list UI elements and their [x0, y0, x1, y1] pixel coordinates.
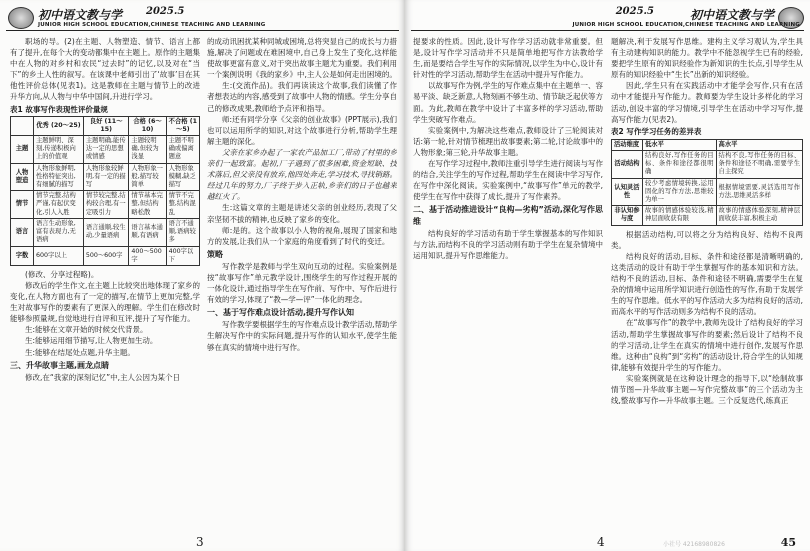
row-label: 人物塑造	[11, 163, 34, 191]
paragraph: 题解决,利于发展写作思维。建构主义学习观认为,学生具有主动建构知识的能力。教学中不能忽视学生已有的经验,要把学生原有的知识经验作为新知识的生长点,引导学生从原有的知识经验中“生长”出新的知识经验。	[611, 37, 803, 80]
table-cell: 500～600字	[83, 246, 129, 265]
paragraph: 结构良好的学习活动有助于学生掌握基本的写作知识与方法,而结构不良的学习活动则有助于学生在复杂情境中运用知识,提升写作思维能力。	[413, 228, 603, 260]
paragraph: 师:是的。这个故事以小人物的视角,展现了国家和地方的发展,让我们从一个家庭的角度看到了时代的变迁。	[207, 225, 397, 246]
table-cell: 人物形象较鲜明,有一定的描写	[83, 163, 129, 191]
table-cell: 情节不完整,结构混乱	[166, 191, 199, 219]
paragraph: 在写作学习过程中,教师注重引导学生进行阅读与写作的结合,关注学生的写作过程,帮助学生在阅读中学习写作,在写作中深化阅读。实验案例中,“故事写作”单元的教学,使学生在写作中获得了成长,提升了写作素养。	[413, 159, 603, 202]
watermark: 小社号 42168980826	[663, 541, 725, 548]
magazine-title: 初中语文教与学	[38, 8, 123, 22]
left-column-1	[10, 36, 200, 533]
row-label: 活动结构	[612, 151, 643, 179]
paragraph: 修改,在“我家的深刻记忆”中,主人公因为某个日	[25, 372, 181, 382]
table-row	[612, 206, 803, 225]
magazine-subtitle: JUNIOR HIGH SCHOOL EDUCATION,CHINESE TEACHING AND LEARNING	[572, 22, 800, 28]
paragraph: (修改、分享过程略)。	[25, 269, 99, 279]
paragraph: 生:能够在文章开始的时候交代背景。	[25, 325, 148, 335]
table-row	[11, 163, 200, 191]
table-row	[11, 246, 200, 265]
table2-caption: 表2 写作学习任务的差异表	[611, 126, 702, 136]
paragraph: 提要求的性质。因此,设计写作学习活动就非常重要。但是,设计写作学习活动并不只是简单地把写作方法教给学生,而是要结合学生写作的实际情况,以学生为中心,设计有针对性的学习活动,帮助学生在活动中提升写作能力。	[413, 37, 603, 80]
table-cell: 400字以下	[166, 246, 199, 265]
paragraph: 写作教学是教师与学生双向互动的过程。实验案例是按“故事写作”单元教学设计,围绕学生的写作过程开展的一体化设计,通过指导学生在写作前、写作中、写作后进行有效的学习,体现了“教—学—评”一体化的理念。	[207, 261, 397, 305]
paragraph: 根据活动结构,可以将之分为结构良好、结构不良两类。	[611, 229, 803, 250]
paragraph: 生:能够在结尾处点题,升华主题。	[25, 347, 135, 357]
table-row	[612, 151, 803, 179]
paragraph: 在“故事写作”的教学中,教师先设计了结构良好的学习活动,帮助学生掌握故事写作的要素;然后设计了结构不良的学习活动,让学生在真实的情境中进行创作,发展写作思维。这种由“良构”到“劣构”的活动设计,符合学生的认知规律,能够有效提升学生的写作能力。	[611, 318, 803, 372]
table-cell: 情节基本完整,但结构略松散	[129, 191, 166, 219]
table-cell: 400～500字	[129, 246, 166, 265]
paragraph: 生:这篇文章的主题是讲述父亲的创业经历,表现了父亲坚韧不拔的精神,也反映了家乡的变化。	[207, 203, 397, 224]
table-header: 低水平	[643, 139, 717, 150]
table-row	[11, 191, 200, 219]
table-cell: 较少考虑情境转换,运用固化的写作方法,思维较为单一	[643, 178, 717, 206]
table-cell: 人物形象一般,描写较简单	[129, 163, 166, 191]
table-cell: 语言基本通顺,有语病	[129, 218, 166, 246]
left-column-2	[207, 36, 397, 533]
magazine-title: 初中语文教与学	[689, 8, 774, 22]
page-number: 3	[196, 535, 204, 549]
section-heading: 一、基于写作难点设计活动,提升写作认知	[207, 308, 355, 318]
table-cell: 语言生动形象,富有表现力,无语病	[34, 218, 84, 246]
table-cell: 人物形象模糊,缺乏描写	[166, 163, 199, 191]
paragraph: 以故事写作为例,学生的写作难点集中在主题单一、容易平淡、缺乏新意,人物刻画不够生动、情节缺乏起伏等方面。为此,教师在教学中设计了丰富多样的学习活动,帮助学生突破写作难点。	[413, 81, 603, 124]
table-cell: 故事的情感体验深刻,精神层面收获丰富,积极主动	[716, 206, 802, 225]
paragraph: 实验案例就是在这种设计理念的指导下,以“绘制故事情节图—升华故事主题—写作完整故事”的三个活动为主线,整故事写作—升华故事主题。三个反复迭代,练真正	[611, 373, 803, 406]
header-rule	[6, 30, 399, 31]
paragraph: 因此,学生只有在实践活动中才能学会写作,只有在活动中才能提升写作能力。教师要为学生设计多样化的学习活动,创设丰富的学习情境,引导学生在活动中学习写作,提高写作能力(见表2)。	[611, 81, 803, 124]
table-header: 良好 (11～15)	[83, 116, 129, 135]
table-cell: 情节较完整,结构较合理,有一定吸引力	[83, 191, 129, 219]
table-cell: 主题较明确,但较为浅显	[129, 136, 166, 164]
table-header: 高水平	[716, 139, 802, 150]
paragraph: 实验案例中,为解决这些难点,教师设计了三轮阅读对话:第一轮,针对情节梳理出故事要素;第二轮,讨论故事中的人物形象;第三轮,升华故事主题。	[413, 125, 603, 157]
table-cell: 主题鲜明、深刻,传递积极向上的价值观	[34, 136, 84, 164]
magazine-subtitle: JUNIOR HIGH SCHOOL EDUCATION,CHINESE TEACHING AND LEARNING	[38, 22, 266, 28]
paragraph: 职场的导。(2)在主题、人物塑造、情节、语言上都有了提升,在每个大的变动都集中在主题上。原作的主题集中在人物的对乡村和农民“过去时”的记忆,以及对在“当下”的乡土人性的叙写。在该课中老师引出了‘故事’目在其他性评价总体(见表1)。这是教师在主题与情节上的改进升华方向,从人物与中华中国间,升进行学习。	[10, 37, 200, 102]
table-header: 合格 (6～10)	[129, 116, 166, 135]
paragraph: 师:还有同学分享《父亲的创业故事》(PPT展示),我们也可以运用所学的知识,对这个故事进行分析,帮助学生理解主题的深化。	[207, 114, 397, 146]
task-difference-table	[611, 139, 803, 226]
paragraph: 生:能够运用细节描写,让人物更加生动。	[25, 336, 158, 346]
table-cell: 语言不通顺,语病较多	[166, 218, 199, 246]
table-row	[11, 136, 200, 164]
paragraph: 结构良好的活动,目标、条件和途径都是清晰明确的,这类活动的设计有助于学生掌握写作的基本知识和方法。结构不良的活动,目标、条件和途径不明确,需要学生在复杂的情境中运用所学知识进行创造性的写作,有助于发展学生的写作思维。低水平的写作活动大多为结构良好的活动,而高水平的写作活动则多为结构不良的活动。	[611, 251, 803, 317]
section-heading: 三、升华故事主题,画龙点睛	[10, 360, 110, 370]
table-cell: 主题明确,能传达一定的思想或情感	[83, 136, 129, 164]
right-page	[405, 0, 810, 551]
section-heading: 二、基于活动推进设计“良构—劣构”活动,深化写作思维	[413, 205, 603, 226]
right-header	[411, 4, 804, 32]
quoted-excerpt: 父亲在家乡办起了一家农产品加工厂,带动了村里的乡亲们一起致富。起初,厂子遇到了很多困难,资金短缺、技术落后,但父亲没有放弃,他四处奔走,学习技术,寻找销路。经过几年的努力,厂子终于步入正轨,乡亲们的日子也越来越红火了。	[207, 147, 397, 202]
header-rule	[411, 30, 804, 31]
row-label: 情节	[11, 191, 34, 219]
table-cell: 600字以上	[34, 246, 84, 265]
table-row	[612, 178, 803, 206]
page-number: 4	[597, 535, 605, 549]
issue-number: 2025.5	[146, 6, 185, 17]
section-heading: 策略	[207, 249, 223, 259]
issue-number: 2025.5	[615, 6, 654, 17]
table-cell: 结构不良,写作任务的目标、条件和途径不明确,需要学生自主探究	[716, 151, 802, 179]
paragraph: 写作教学要根据学生的写作难点设计教学活动,帮助学生解决写作中的实际问题,提升写作的认知水平,使学生能够在真实的情境中进行写作。	[207, 320, 397, 352]
paragraph: 修改后的学生作文,在主题上比较突出地体现了家乡的变化,在人物方面也有了一定的描写,在情节上更加完整,学生对故事写作的要素有了更深入的理解。学生们在修改时能够参照量规,自觉地进行自评和互评,提升了写作能力。	[10, 281, 200, 324]
row-label: 非认知参与度	[612, 206, 643, 225]
journal-page-number: 45	[780, 536, 796, 549]
table-header: 活动维度	[612, 139, 643, 150]
row-label: 语言	[11, 218, 34, 246]
left-header	[6, 4, 399, 32]
paragraph: 的成动讯困扰某种同城或困境,总将突显自己的成长与力措施,解决了问题或在难困境中,自己身上发生了变化,这样能使故事更富有意义,对于突出故事主题尤为重要。我们利用一个案例说明《我的家乡》中,主人公是如何走出困境的。	[207, 37, 397, 80]
right-column-1	[413, 36, 603, 533]
table-cell: 结构良好,写作任务的目标、条件和途径都很明确	[643, 151, 717, 179]
row-label: 认知灵活性	[612, 178, 643, 206]
table-header: 优秀 (20～25)	[34, 116, 84, 135]
paragraph: 生:(交流作品)。我们再读读这个故事,我们读懂了作者想表达的内容,感受到了故事中人物的情感。学生分享自己的修改成果,教师给予点评和指导。	[207, 81, 397, 113]
table-row	[11, 218, 200, 246]
table-cell: 故事的情感体验较浅,精神层面收获有限	[643, 206, 717, 225]
table-cell: 人物形象鲜明,性格特征突出,有细腻的描写	[34, 163, 84, 191]
table-cell: 根据情境需要,灵活选用写作方法,思维灵活多样	[716, 178, 802, 206]
table-cell: 语言通顺,较生动,少量语病	[83, 218, 129, 246]
table-cell: 情节完整,结构严谨,有起伏变化,引人入胜	[34, 191, 84, 219]
evaluation-rubric-table	[10, 116, 200, 266]
row-label: 字数	[11, 246, 34, 265]
table-header: 不合格 (1～5)	[166, 116, 199, 135]
table-header	[11, 116, 34, 135]
table1-caption: 表1 故事写作表现性评价量规	[10, 104, 108, 114]
row-label: 主题	[11, 136, 34, 164]
table-cell: 主题不明确或偏离题意	[166, 136, 199, 164]
magazine-seal-icon	[8, 7, 34, 29]
right-column-2	[611, 36, 803, 533]
